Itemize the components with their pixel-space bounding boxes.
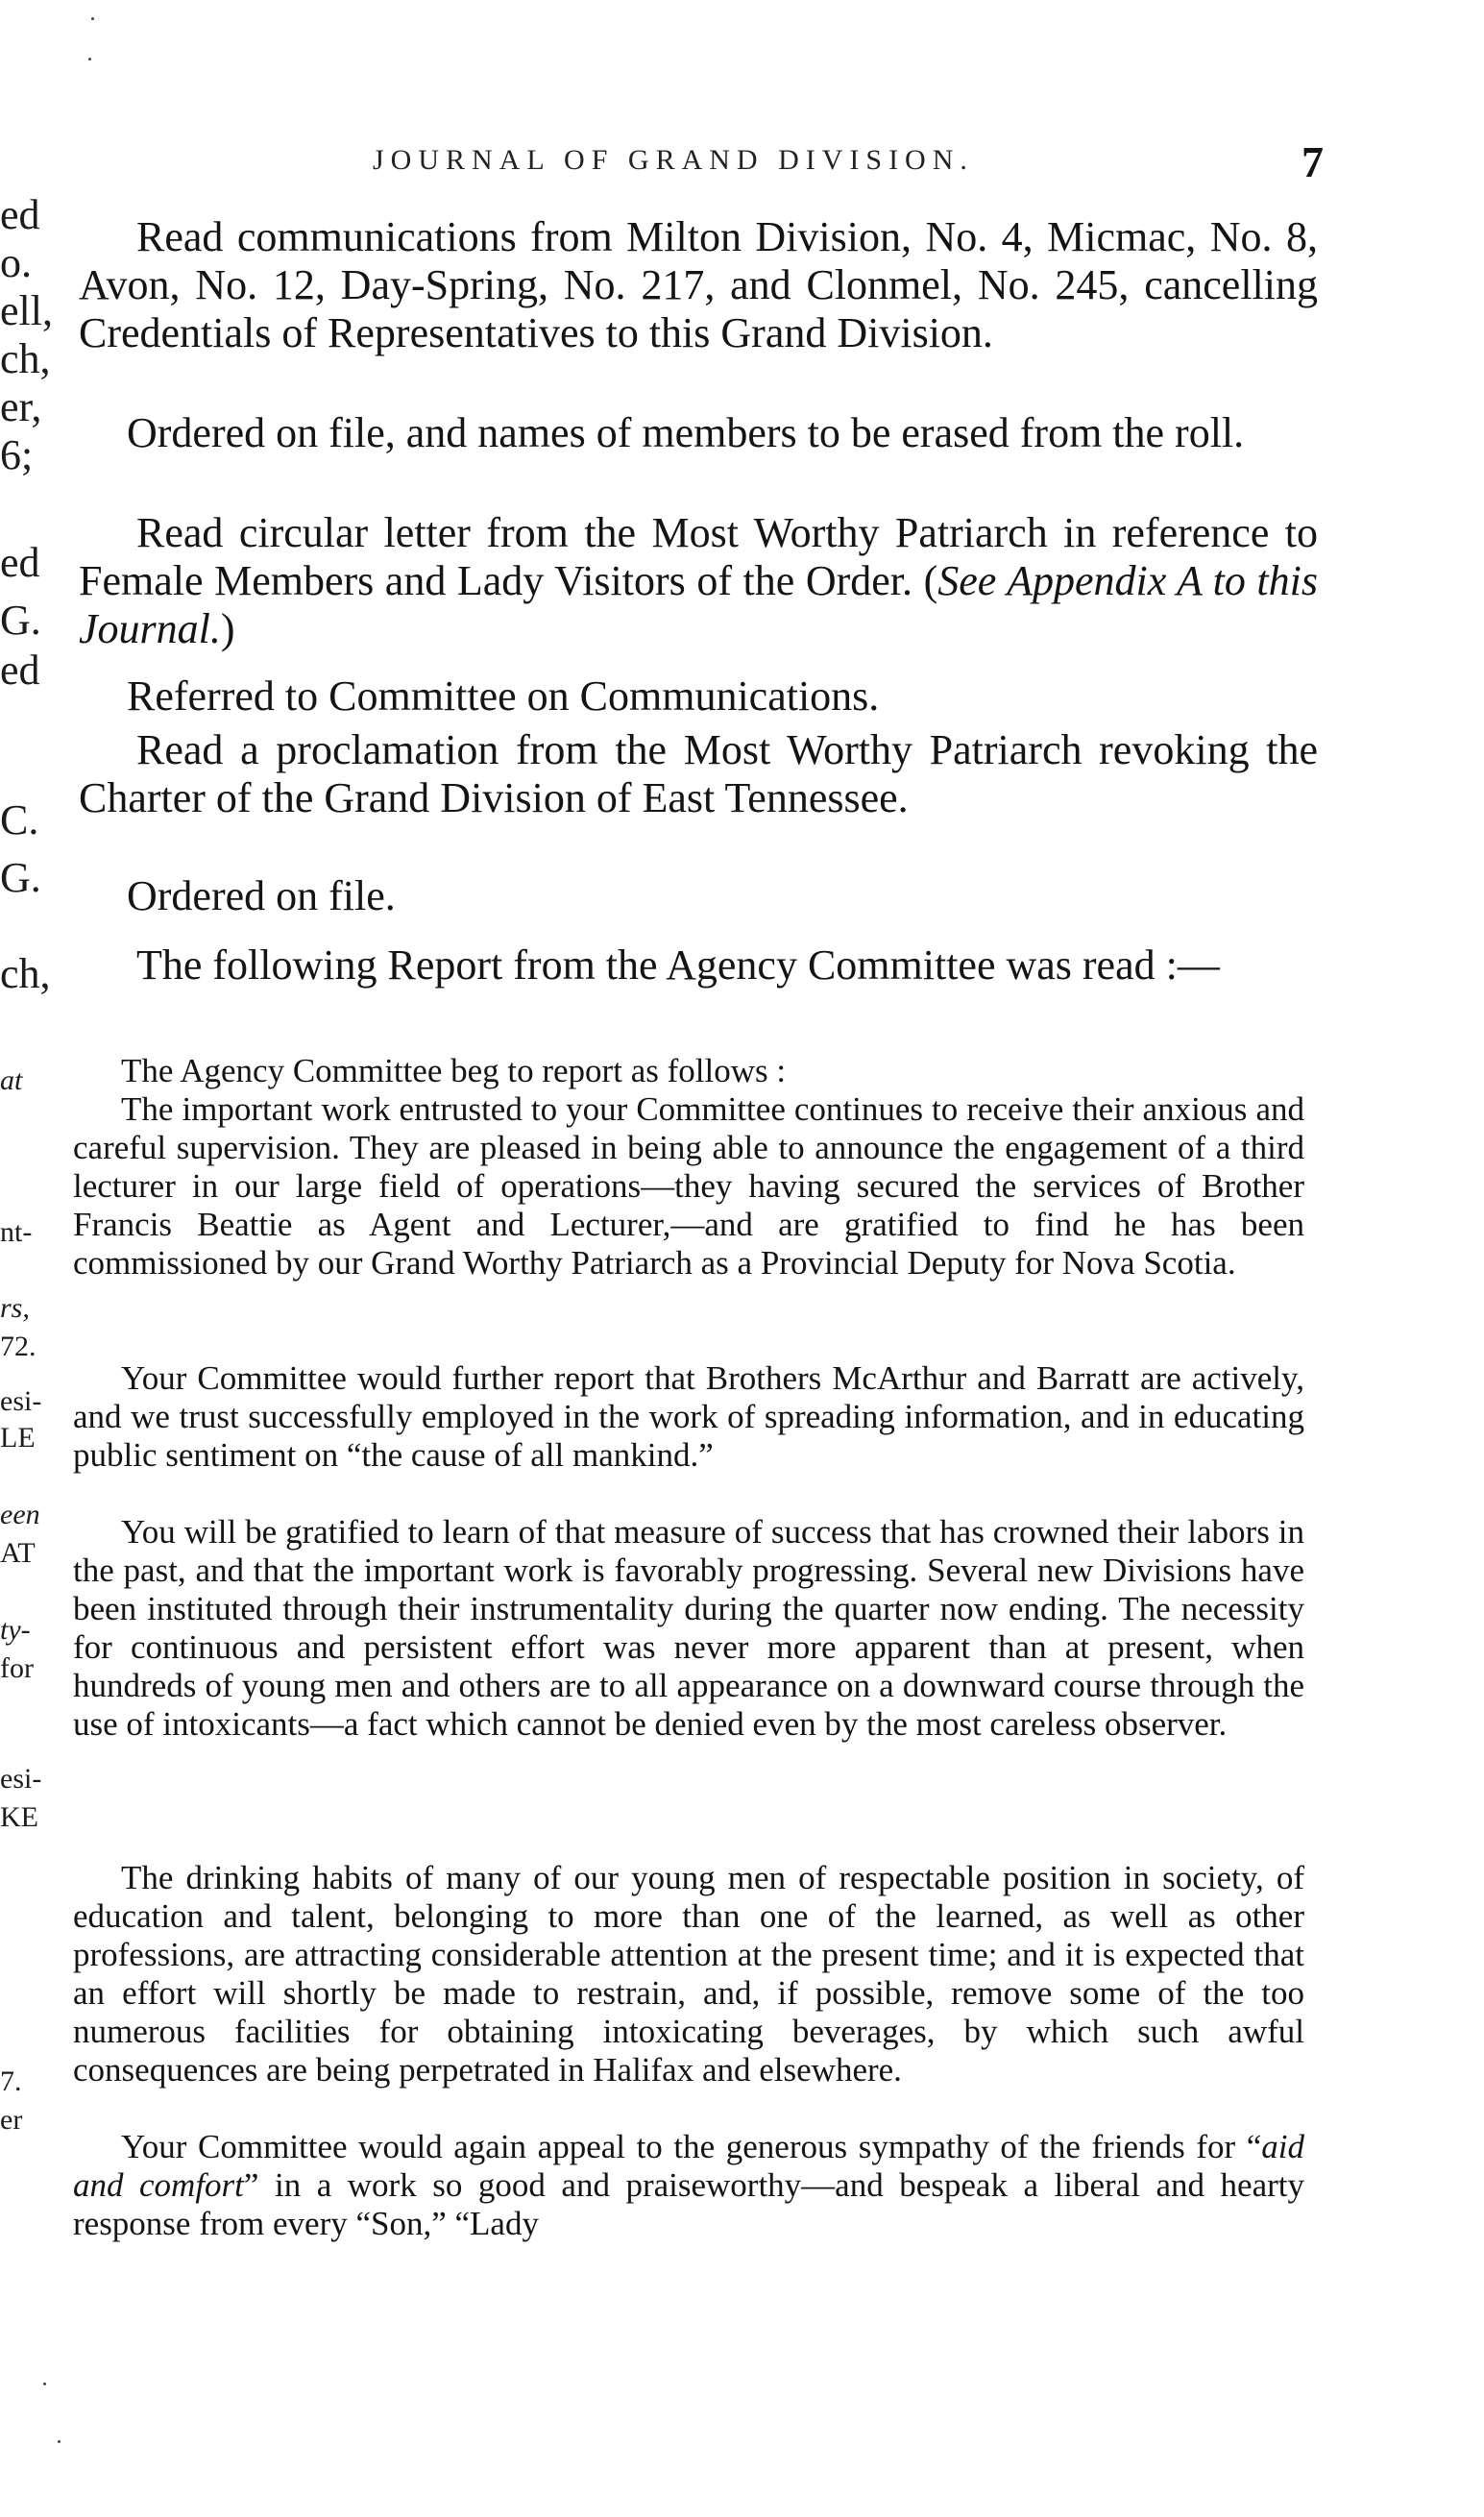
minutes-paragraph-6 bbox=[79, 872, 1318, 920]
margin-fragment: nt- bbox=[0, 1216, 33, 1248]
minutes-paragraph-4 bbox=[79, 672, 1318, 721]
margin-fragment: G. bbox=[0, 597, 41, 644]
margin-fragment: ch, bbox=[0, 335, 51, 382]
margin-fragment: 6; bbox=[0, 431, 34, 478]
agency-report-paragraph-4 bbox=[73, 1859, 1304, 2089]
paragraph-text: The following Report from the Agency Committee was read :— bbox=[136, 941, 1220, 989]
paragraph-text: Ordered on file, and names of members to be erased from the roll. bbox=[127, 409, 1245, 456]
report-text: Your Committee would further report that Brothers McArthur and Barratt are actively, and we trust successfully employed in the work of spreading information, and in educating public sentiment on “the cause of all mankind.” bbox=[73, 1359, 1304, 1474]
margin-fragment: AT bbox=[0, 1537, 36, 1569]
agency-report-paragraph-3 bbox=[73, 1513, 1304, 1744]
minutes-paragraph-7 bbox=[79, 941, 1318, 990]
minutes-paragraph-2 bbox=[79, 409, 1318, 457]
scan-speck bbox=[88, 58, 91, 61]
report-text bbox=[73, 2128, 1304, 2243]
report-text: The Agency Committee beg to report as follows : bbox=[121, 1052, 787, 1089]
margin-fragment: C. bbox=[0, 796, 39, 843]
scan-speck bbox=[43, 2383, 46, 2385]
margin-fragment: o. bbox=[0, 239, 32, 286]
margin-fragment: rs, bbox=[0, 1292, 30, 1324]
margin-fragment: ed bbox=[0, 647, 40, 694]
agency-report-paragraph-5 bbox=[73, 2128, 1304, 2243]
agency-report-intro bbox=[73, 1052, 1304, 1090]
scan-speck bbox=[91, 17, 94, 20]
report-text: You will be gratified to learn of that measure of success that has crowned their labors in the past, and that the important work is favorably progressing. Several new Divisions have been instituted through their instrumentality during the quarter now ending. The necessity for continuous and persistent effort was never more apparent than at present, when hundreds of young men and others are to all appearance on a downward course through the use of intoxicants—a fact which cannot be denied even by the most careless observer. bbox=[73, 1513, 1304, 1743]
margin-fragment: KE bbox=[0, 1801, 38, 1833]
report-text-after: ” in a work so good and praiseworthy—and bespeak a liberal and hearty response from every “Son,” “Lady bbox=[73, 2166, 1304, 2242]
margin-fragment: 7. bbox=[0, 2065, 22, 2097]
margin-fragment: LE bbox=[0, 1422, 36, 1454]
margin-fragment: esi- bbox=[0, 1763, 42, 1795]
paragraph-text: Read a proclamation from the Most Worthy Patriarch revoking the Charter of the Grand Division of East Tennessee. bbox=[79, 726, 1318, 821]
margin-fragment: ed bbox=[0, 191, 40, 238]
margin-fragment: esi- bbox=[0, 1385, 42, 1417]
agency-report-paragraph-1 bbox=[73, 1090, 1304, 1283]
margin-fragment: 72. bbox=[0, 1331, 36, 1362]
margin-fragment: at bbox=[0, 1064, 23, 1096]
margin-fragment: G. bbox=[0, 854, 41, 901]
minutes-paragraph-3 bbox=[79, 509, 1318, 653]
agency-report-paragraph-2 bbox=[73, 1359, 1304, 1475]
paragraph-text-after: ) bbox=[220, 605, 235, 652]
margin-fragment: er, bbox=[0, 383, 42, 430]
page-number: 7 bbox=[1302, 137, 1324, 186]
appendix-reference: See Appendix A to this Journal. bbox=[79, 557, 1318, 652]
paragraph-text: Ordered on file. bbox=[127, 872, 396, 919]
paragraph-text: Read communications from Milton Division, No. 4, Micmac, No. 8, Avon, No. 12, Day-Spring, No. 217, and Clonmel, No. 245, cancelling Credentials of Representatives to this Grand Division. bbox=[79, 213, 1318, 356]
margin-fragment: ch, bbox=[0, 950, 51, 997]
emphasis-text: aid and comfort bbox=[73, 2128, 1304, 2204]
running-head: JOURNAL OF GRAND DIVISION. bbox=[373, 144, 974, 176]
margin-fragment: ty- bbox=[0, 1614, 31, 1646]
report-text-before: Your Committee would again appeal to the generous sympathy of the friends for “ bbox=[121, 2128, 1262, 2165]
margin-fragment: een bbox=[0, 1499, 40, 1530]
margin-fragment: er bbox=[0, 2104, 23, 2136]
margin-fragment: ed bbox=[0, 539, 40, 586]
paragraph-text bbox=[79, 509, 1318, 653]
paragraph-text-before: Read circular letter from the Most Worthy Patriarch in reference to Female Members and Lady Visitors of the Order. ( bbox=[79, 509, 1318, 604]
report-text: The important work entrusted to your Committee continues to receive their anxious and careful supervision. They are pleased in being able to announce the engagement of a third lecturer in our large field of operations—they having secured the services of Brother Francis Beattie as Agent and Lecturer,—and are gratified to find he has been commissioned by our Grand Worthy Patriarch as a Provincial Deputy for Nova Scotia. bbox=[73, 1090, 1304, 1282]
report-text: The drinking habits of many of our young men of respectable position in society, of education and talent, belonging to more than one of the learned, as well as other professions, are attracting considerable attention at the present time; and it is expected that an effort will shortly be made to restrain, and, if possible, remove some of the too numerous facilities for obtaining intoxicating beverages, by which such awful consequences are being perpetrated in Halifax and elsewhere. bbox=[73, 1859, 1304, 2089]
minutes-paragraph-1 bbox=[79, 213, 1318, 357]
scan-speck bbox=[58, 2440, 61, 2443]
margin-fragment: ell, bbox=[0, 287, 53, 334]
page-header bbox=[0, 137, 1484, 202]
paragraph-text: Referred to Committee on Communications. bbox=[127, 672, 880, 720]
minutes-paragraph-5 bbox=[79, 726, 1318, 822]
margin-fragment: for bbox=[0, 1652, 34, 1684]
